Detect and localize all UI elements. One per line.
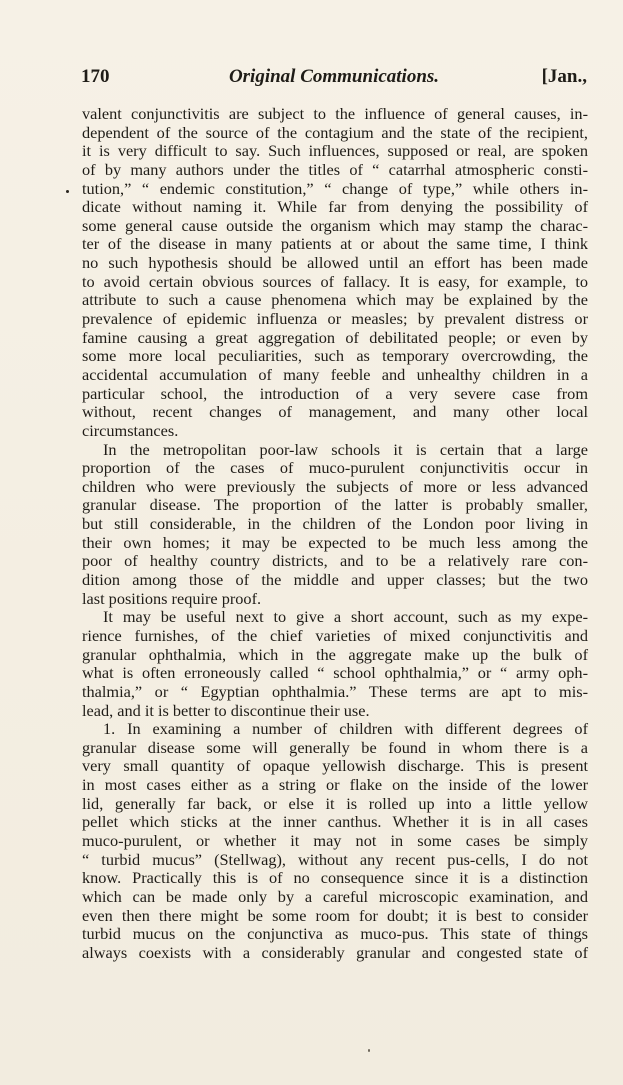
text-line: always coexists with a considerably granular and congested state of xyxy=(82,942,588,962)
paragraph-start-line: 1. In examining a number of children with different degrees of xyxy=(103,719,588,739)
text-line: dition among those of the middle and upper classes; but the two xyxy=(82,570,588,590)
text-line: know. Practically this is of no consequence since it is a distinction xyxy=(82,868,588,888)
paragraph-start-line: It may be useful next to give a short account, such as my expe- xyxy=(103,607,588,627)
running-head xyxy=(81,66,587,94)
text-line: valent conjunctivitis are subject to the influence of general causes, in- xyxy=(82,104,588,123)
paragraph-end-line: lead, and it is better to discontinue their use. xyxy=(82,700,370,720)
text-line: famine causing a great aggregation of debilitated people; or even by xyxy=(82,327,588,347)
text-line: without, recent changes of management, and many other local xyxy=(82,402,588,422)
text-line: ter of the disease in many patients at or about the same time, I think xyxy=(82,234,588,254)
paragraph-start-line: In the metropolitan poor-law schools it is certain that a large xyxy=(103,439,588,459)
paragraph-end-line: circumstances. xyxy=(82,420,179,440)
paragraph-end-line: last positions require proof. xyxy=(82,588,262,608)
journal-title: Original Communications. xyxy=(228,66,440,87)
text-line: rience furnishes, of the chief varieties of mixed conjunctivitis and xyxy=(82,625,588,645)
text-line: in most cases either as a string or flake on the inside of the lower xyxy=(82,775,588,795)
text-line: very small quantity of opaque yellowish discharge. This is present xyxy=(82,756,588,776)
text-line: tution,” “ endemic constitution,” “ change of type,” while others in- xyxy=(82,178,588,198)
margin-mark xyxy=(66,190,69,193)
text-line: muco-purulent, or whether it may not in some cases be simply xyxy=(82,830,588,850)
text-line: thalmia,” or “ Egyptian ophthalmia.” These terms are apt to mis- xyxy=(82,681,588,701)
text-line: what is often erroneously called “ school ophthalmia,” or “ army oph- xyxy=(82,663,588,683)
text-line: some general cause outside the organism which may stamp the charac- xyxy=(82,215,588,235)
text-line: but still considerable, in the children of the London poor living in xyxy=(82,514,588,534)
text-line: which can be made only by a careful microscopic examination, and xyxy=(82,886,588,906)
text-line: prevalence of epidemic influenza or measles; by prevalent distress or xyxy=(82,309,588,329)
text-line: granular disease some will generally be found in whom there is a xyxy=(82,737,588,757)
text-line: lid, generally far back, or else it is rolled up into a little yellow xyxy=(82,793,588,813)
text-line: turbid mucus on the conjunctiva as muco-pus. This state of things xyxy=(82,924,588,944)
text-line: granular disease. The proportion of the latter is probably smaller, xyxy=(82,495,588,515)
paper-speck xyxy=(368,1049,370,1052)
body-text xyxy=(82,105,588,962)
issue-month: [Jan., xyxy=(541,66,587,87)
text-line: dependent of the source of the contagium and the state of the recipient, xyxy=(82,122,588,142)
text-line: “ turbid mucus” (Stellwag), without any recent pus-cells, I do not xyxy=(82,849,588,869)
text-line: dicate without naming it. While far from denying the possibility of xyxy=(82,197,588,217)
text-line: some more local peculiarities, such as temporary overcrowding, the xyxy=(82,346,588,366)
text-line: accidental accumulation of many feeble and unhealthy children in a xyxy=(82,364,588,384)
text-line: attribute to such a cause phenomena which may be explained by the xyxy=(82,290,588,310)
text-line: pellet which sticks at the inner canthus. Whether it is in all cases xyxy=(82,812,588,832)
text-line: particular school, the introduction of a very severe case from xyxy=(82,383,588,403)
text-line: no such hypothesis should be allowed until an effort has been made xyxy=(82,253,588,273)
page-number: 170 xyxy=(81,66,110,87)
text-line: poor of healthy country districts, and to be a relatively rare con- xyxy=(82,551,588,571)
text-line: children who were previously the subjects of more or less advanced xyxy=(82,476,588,496)
text-line: granular ophthalmia, which in the aggregate make up the bulk of xyxy=(82,644,588,664)
text-line: to avoid certain obvious sources of fallacy. It is easy, for example, to xyxy=(82,271,588,291)
text-line: it is very difficult to say. Such influences, supposed or real, are spoken xyxy=(82,141,588,161)
text-line: of by many authors under the titles of “ catarrhal atmospheric consti- xyxy=(82,159,588,179)
text-line: their own homes; it may be expected to be much less among the xyxy=(82,532,588,552)
text-line: even then there might be some room for doubt; it is best to consider xyxy=(82,905,588,925)
text-line: proportion of the cases of muco-purulent conjunctivitis occur in xyxy=(82,458,588,478)
